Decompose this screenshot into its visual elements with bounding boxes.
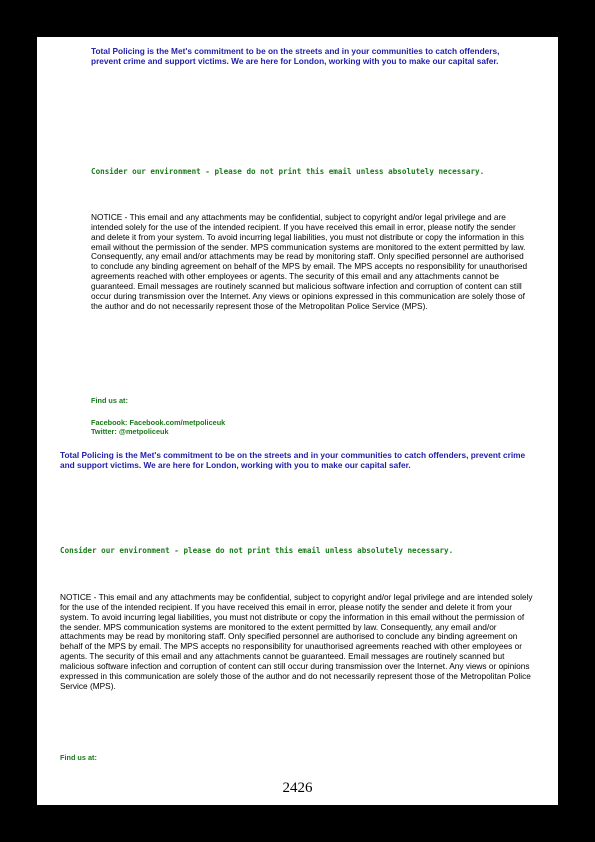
page-number: 2426: [282, 780, 313, 796]
slogan-1: Total Policing is the Met's commitment to be on the streets and in your communities to catch offenders, prevent crime and support victims. We are here for London, working with you to make our capital safer.: [91, 46, 500, 67]
twitter-link[interactable]: Twitter: @metpoliceuk: [91, 427, 169, 436]
facebook-link[interactable]: Facebook: Facebook.com/metpoliceuk: [91, 418, 226, 427]
document-page: [37, 37, 558, 805]
environment-notice-2: Consider our environment - please do not print this email unless absolutely necessary.: [60, 546, 454, 555]
find-us-heading-1: Find us at:: [91, 396, 128, 405]
legal-notice-2: NOTICE - This email and any attachments may be confidential, subject to copyright and/or legal privilege and are intended solely for the use of the intended recipient. If you have received this email in error, please notify the sender and delete it from your system. To avoid incurring legal liabilities, you must not distribute or copy the information in this email without the permission of the sender. MPS communication systems are monitored to the extent permitted by law. Consequently, any email and/or attachments may be read by monitoring staff. Only specified personnel are authorised to conclude any binding agreement on behalf of the MPS by email. The MPS accepts no responsibility for unauthorised agreements reached with other employees or agents. The security of this email and any attachments cannot be guaranteed. Email messages are routinely scanned but malicious software infection and corruption of content can still occur during transmission over the Internet. Any views or opinions expressed in this communication are solely those of the author and do not necessarily represent those of the Metropolitan Police Service (MPS).: [60, 592, 533, 691]
legal-notice-1: NOTICE - This email and any attachments may be confidential, subject to copyright and/or legal privilege and are intended solely for the use of the intended recipient. If you have received this email in error, please notify the sender and delete it from your system. To avoid incurring legal liabilities, you must not distribute or copy the information in this email without the permission of the sender. MPS communication systems are monitored to the extent permitted by law. Consequently, any email and/or attachments may be read by monitoring staff. Only specified personnel are authorised to conclude any binding agreement on behalf of the MPS by email. The MPS accepts no responsibility for unauthorised agreements reached with other employees or agents. The security of this email and any attachments cannot be guaranteed. Email messages are routinely scanned but malicious software infection and corruption of content can still occur during transmission over the Internet. Any views or opinions expressed in this communication are solely those of the author and do not necessarily represent those of the Metropolitan Police Service (MPS).: [91, 212, 528, 311]
environment-notice-1: Consider our environment - please do not print this email unless absolutely necessary.: [91, 167, 485, 176]
slogan-2: Total Policing is the Met's commitment to be on the streets and in your communities to catch offenders, prevent crime and support victims. We are here for London, working with you to make our capital safer.: [60, 450, 526, 471]
find-us-heading-2: Find us at:: [60, 753, 97, 762]
